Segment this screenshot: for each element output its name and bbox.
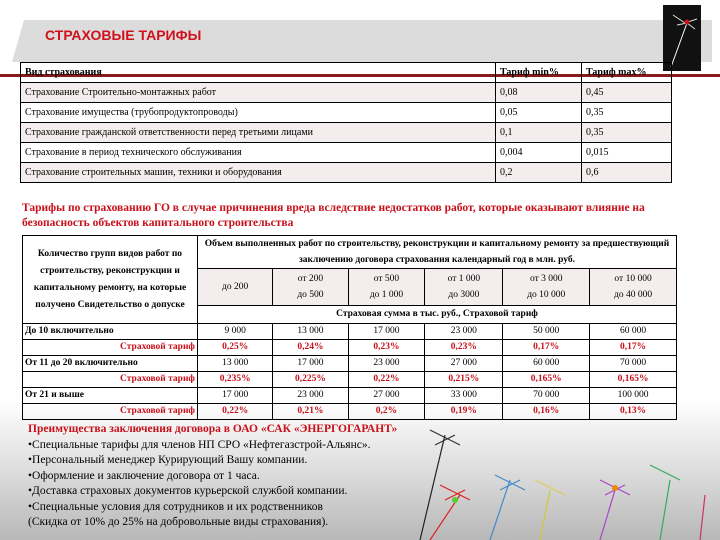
range-from: от 200 [297,274,324,284]
table1-cell: Страхование Строительно-монтажных работ [21,83,496,103]
table1-cell: 0,1 [496,123,582,143]
advantage-item: •Доставка страховых документов курьерской службой компании. [28,485,348,497]
sum-cell: 13 000 [198,356,273,372]
group-sum-row [23,324,677,340]
range-header [348,269,425,306]
range-header [503,269,590,306]
liability-tariffs-table [22,235,677,420]
range-from: до 200 [222,282,249,292]
tariff-cell: 0,23% [348,340,425,356]
range-from: от 1 000 [447,274,481,284]
sum-cell: 17 000 [273,356,348,372]
table-row [21,123,672,143]
table1-cell: 0,004 [496,143,582,163]
tariff-cell: 0,19% [425,404,503,420]
advantage-item: •Оформление и заключение договора от 1 часа. [28,469,260,482]
table1-cell: Страхование строительных машин, техники и оборудования [21,163,496,183]
sum-cell: 23 000 [348,356,425,372]
sum-cell: 60 000 [590,324,677,340]
sum-cell: 27 000 [425,356,503,372]
tariff-label: Страховой тариф [23,340,198,356]
table1-cell: Страхование гражданской ответственности перед третьими лицами [21,123,496,143]
tariff-cell: 0,17% [590,340,677,356]
advantage-item: •Специальные условия для сотрудников и их родственников [28,500,323,513]
tariff-label: Страховой тариф [23,404,198,420]
advantages-heading: Преимущества заключения договора в ОАО «САК «ЭНЕРГОГАРАНТ» [28,423,398,435]
tariff-cell: 0,215% [425,372,503,388]
sum-cell: 50 000 [503,324,590,340]
range-to: до 500 [297,290,324,300]
group-label: От 11 до 20 включительно [23,356,198,372]
tariff-cell: 0,17% [503,340,590,356]
tariff-cell: 0,235% [198,372,273,388]
table1-cell: 0,45 [582,83,672,103]
col1-header: Количество групп видов работ по строительству, реконструкции и капитальному ремонту, на которые получено Свидетельство о допуске [23,236,198,324]
tariff-cell: 0,24% [273,340,348,356]
range-header [273,269,348,306]
range-header [590,269,677,306]
tariff-cell: 0,165% [590,372,677,388]
table-row [21,103,672,123]
sum-cell: 70 000 [590,356,677,372]
sum-cell: 60 000 [503,356,590,372]
group-label: От 21 и выше [23,388,198,404]
tariff-cell: 0,16% [503,404,590,420]
section-heading: Тарифы по страхованию ГО в случае причинения вреда вследствие недостатков работ, которые оказывают влияние на безопасность объектов капитального строительства [22,202,645,229]
table-row [21,143,672,163]
page-title: СТРАХОВЫЕ ТАРИФЫ [45,27,202,43]
tariff-cell: 0,23% [425,340,503,356]
advantage-item: •Персональный менеджер Курирующий Вашу компании. [28,454,308,466]
sum-cell: 27 000 [348,388,425,404]
sum-cell: 33 000 [425,388,503,404]
table1-cell: 0,08 [496,83,582,103]
table1-cell: 0,6 [582,163,672,183]
sum-cell: 17 000 [198,388,273,404]
sum-cell: 70 000 [503,388,590,404]
tariff-cell: 0,2% [348,404,425,420]
advantage-item: (Скидка от 10% до 25% на добровольные виды страхования). [28,516,329,528]
dragonflies-decoration-icon [400,420,720,540]
range-to: до 40 000 [614,290,653,300]
table-row [21,83,672,103]
table1-header: Тариф max% [582,63,672,83]
tariff-cell: 0,22% [198,404,273,420]
group-tariff-row [23,340,677,356]
group-tariff-row [23,404,677,420]
range-from: от 3 000 [529,274,563,284]
sum-header: Страховая сумма в тыс. руб., Страховой тариф [198,306,677,324]
tariff-cell: 0,225% [273,372,348,388]
tariff-cell: 0,165% [503,372,590,388]
table-row [21,163,672,183]
table1-cell: Страхование имущества (трубопродуктопроводы) [21,103,496,123]
tariff-label: Страховой тариф [23,372,198,388]
tariff-cell: 0,13% [590,404,677,420]
table1-cell: 0,35 [582,123,672,143]
tariff-cell: 0,21% [273,404,348,420]
range-to: до 1 000 [369,290,404,300]
table1-header: Тариф min% [496,63,582,83]
table1-cell: 0,05 [496,103,582,123]
group-label: До 10 включительно [23,324,198,340]
table1-cell: Страхование в период технического обслуживания [21,143,496,163]
sum-cell: 9 000 [198,324,273,340]
advantage-item: •Специальные тарифы для членов НП СРО «Нефтегазстрой-Альянс». [28,438,371,451]
sum-cell: 100 000 [590,388,677,404]
range-from: от 10 000 [614,274,652,284]
group-sum-row [23,356,677,372]
range-from: от 500 [373,274,400,284]
sum-cell: 23 000 [425,324,503,340]
group-tariff-row [23,372,677,388]
table1-cell: 0,015 [582,143,672,163]
advantages [28,422,397,531]
range-header [425,269,503,306]
group-sum-row [23,388,677,404]
range-header [198,269,273,306]
span-header: Объем выполненных работ по строительству, реконструкции и капитальному ремонту за предшествующий заключению договора страхования календарный год в млн. руб. [198,236,677,269]
tariff-cell: 0,25% [198,340,273,356]
sum-cell: 23 000 [273,388,348,404]
range-to: до 10 000 [527,290,566,300]
tariff-cell: 0,22% [348,372,425,388]
table1-cell: 0,35 [582,103,672,123]
range-to: до 3000 [448,290,480,300]
table1-header: Вид страхования [21,63,496,83]
sum-cell: 13 000 [273,324,348,340]
sum-cell: 17 000 [348,324,425,340]
tariffs-table [20,62,672,183]
table1-cell: 0,2 [496,163,582,183]
